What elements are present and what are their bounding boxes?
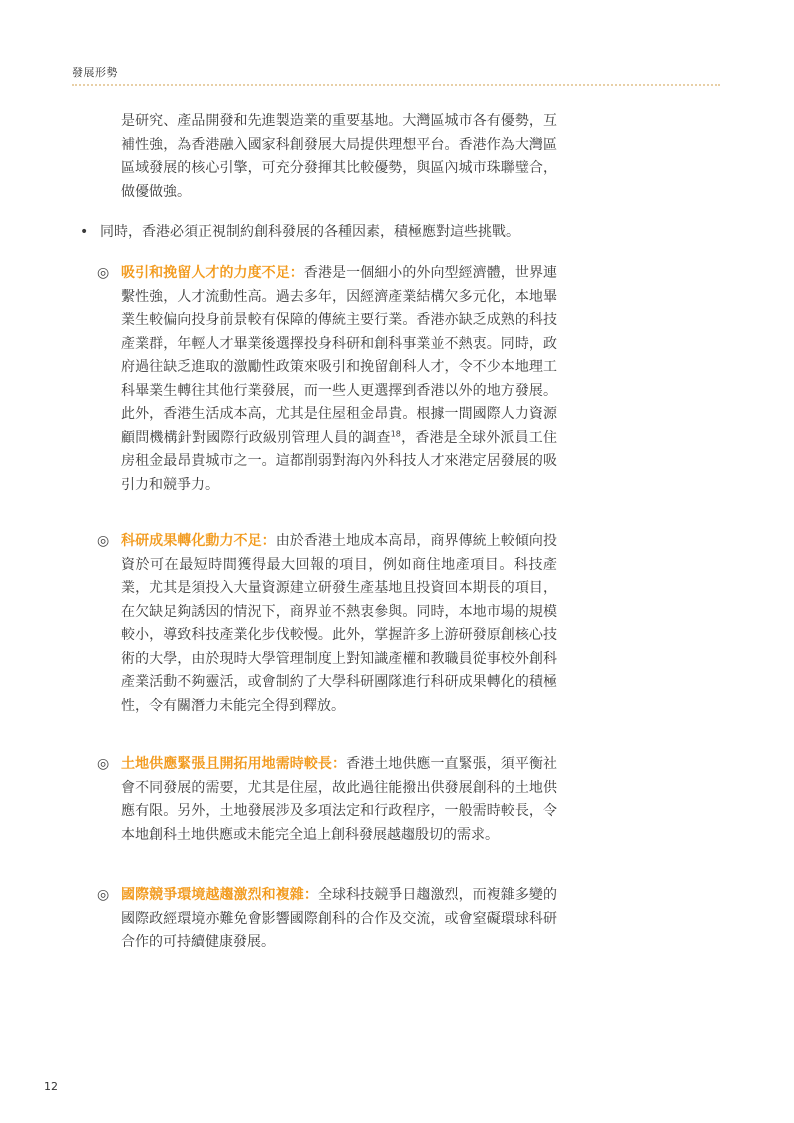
challenge-text: 香港土地供應一直緊張，須平衡社會不同發展的需要，尤其是住屋，故此過往能撥出供發展創科的土地供應有限。另外，土地發展涉及多項法定和行政程序，一般需時較長，令本地創科土地供應或未能完全追上創科發展越趨殷切的需求。 (121, 756, 558, 843)
bullet-text: 同時，香港必須正視制約創科發展的各種因素，積極應對這些挑戰。 (100, 224, 520, 240)
challenge-title: 吸引和挽留人才的力度不足： (121, 265, 304, 281)
bullet-item (80, 221, 520, 245)
challenge-title: 科研成果轉化動力不足： (121, 533, 276, 549)
bullet-dot-icon: • (80, 224, 89, 240)
page-number: 12 (44, 1080, 58, 1093)
challenge-body (121, 753, 557, 847)
intro-paragraph: 是研究、產品開發和先進製造業的重要基地。大灣區城市各有優勢，互補性強，為香港融入國家科創發展大局提供理想平台。香港作為大灣區區域發展的核心引擎，可充分發揮其比較優勢，與區內城市珠聯璧合，做優做強。 (121, 113, 557, 200)
challenge-item-talent (97, 262, 557, 497)
challenge-item-land (97, 753, 557, 847)
challenge-title: 國際競爭環境越趨激烈和複雜： (121, 887, 318, 903)
double-circle-icon: ◎ (97, 533, 110, 549)
challenge-body (121, 262, 557, 497)
challenge-text-cont: ，香港是全球外派員工住房租金最昂貴城市之一。這都削弱對海內外科技人才來港定居發展的吸引力和競爭力。 (121, 429, 558, 493)
challenge-item-competition (97, 884, 557, 955)
challenge-body (121, 884, 557, 955)
footnote-ref: 18 (390, 428, 401, 438)
challenge-text: 由於香港土地成本高昂，商界傳統上較傾向投資於可在最短時間獲得最大回報的項目，例如商住地產項目。科技產業，尤其是須投入大量資源建立研發生產基地且投資回本期長的項目，在欠缺足夠誘因的情況下，商界並不熱衷參與。同時，本地市場的規模較小，導致科技產業化步伐較慢。此外，掌握許多上游研發原創核心技術的大學，由於現時大學管理制度上對知識產權和教職員從事校外創科產業活動不夠靈活，或會制約了大學科研團隊進行科研成果轉化的積極性，令有關潛力未能完全得到釋放。 (121, 533, 557, 714)
double-circle-icon: ◎ (97, 756, 110, 772)
header-divider (72, 84, 720, 86)
section-header-title: 發展形勢 (72, 66, 118, 79)
challenge-body (121, 530, 557, 718)
challenge-item-commercialisation (97, 530, 557, 718)
double-circle-icon: ◎ (97, 887, 110, 903)
challenge-title: 土地供應緊張且開拓用地需時較長： (121, 756, 347, 772)
challenge-text: 全球科技競爭日趨激烈，而複雜多變的國際政經環境亦難免會影響國際創科的合作及交流，或會窒礙環球科研合作的可持續健康發展。 (121, 887, 558, 950)
double-circle-icon: ◎ (97, 265, 110, 281)
challenge-text: 香港是一個細小的外向型經濟體，世界連繫性強，人才流動性高。過去多年，因經濟產業結構欠多元化，本地畢業生較偏向投身前景較有保障的傳統主要行業。香港亦缺乏成熟的科技產業群，年輕人才畢業後選擇投身科研和創科事業並不熱衷。同時，政府過往缺乏進取的激勵性政策來吸引和挽留創科人才，令不少本地理工科畢業生轉往其他行業發展，而一些人更選擇到香港以外的地方發展。此外，香港生活成本高，尤其是住屋租金昂貴。根據一間國際人力資源顧問機構針對國際行政級別管理人員的調查 (121, 265, 558, 446)
